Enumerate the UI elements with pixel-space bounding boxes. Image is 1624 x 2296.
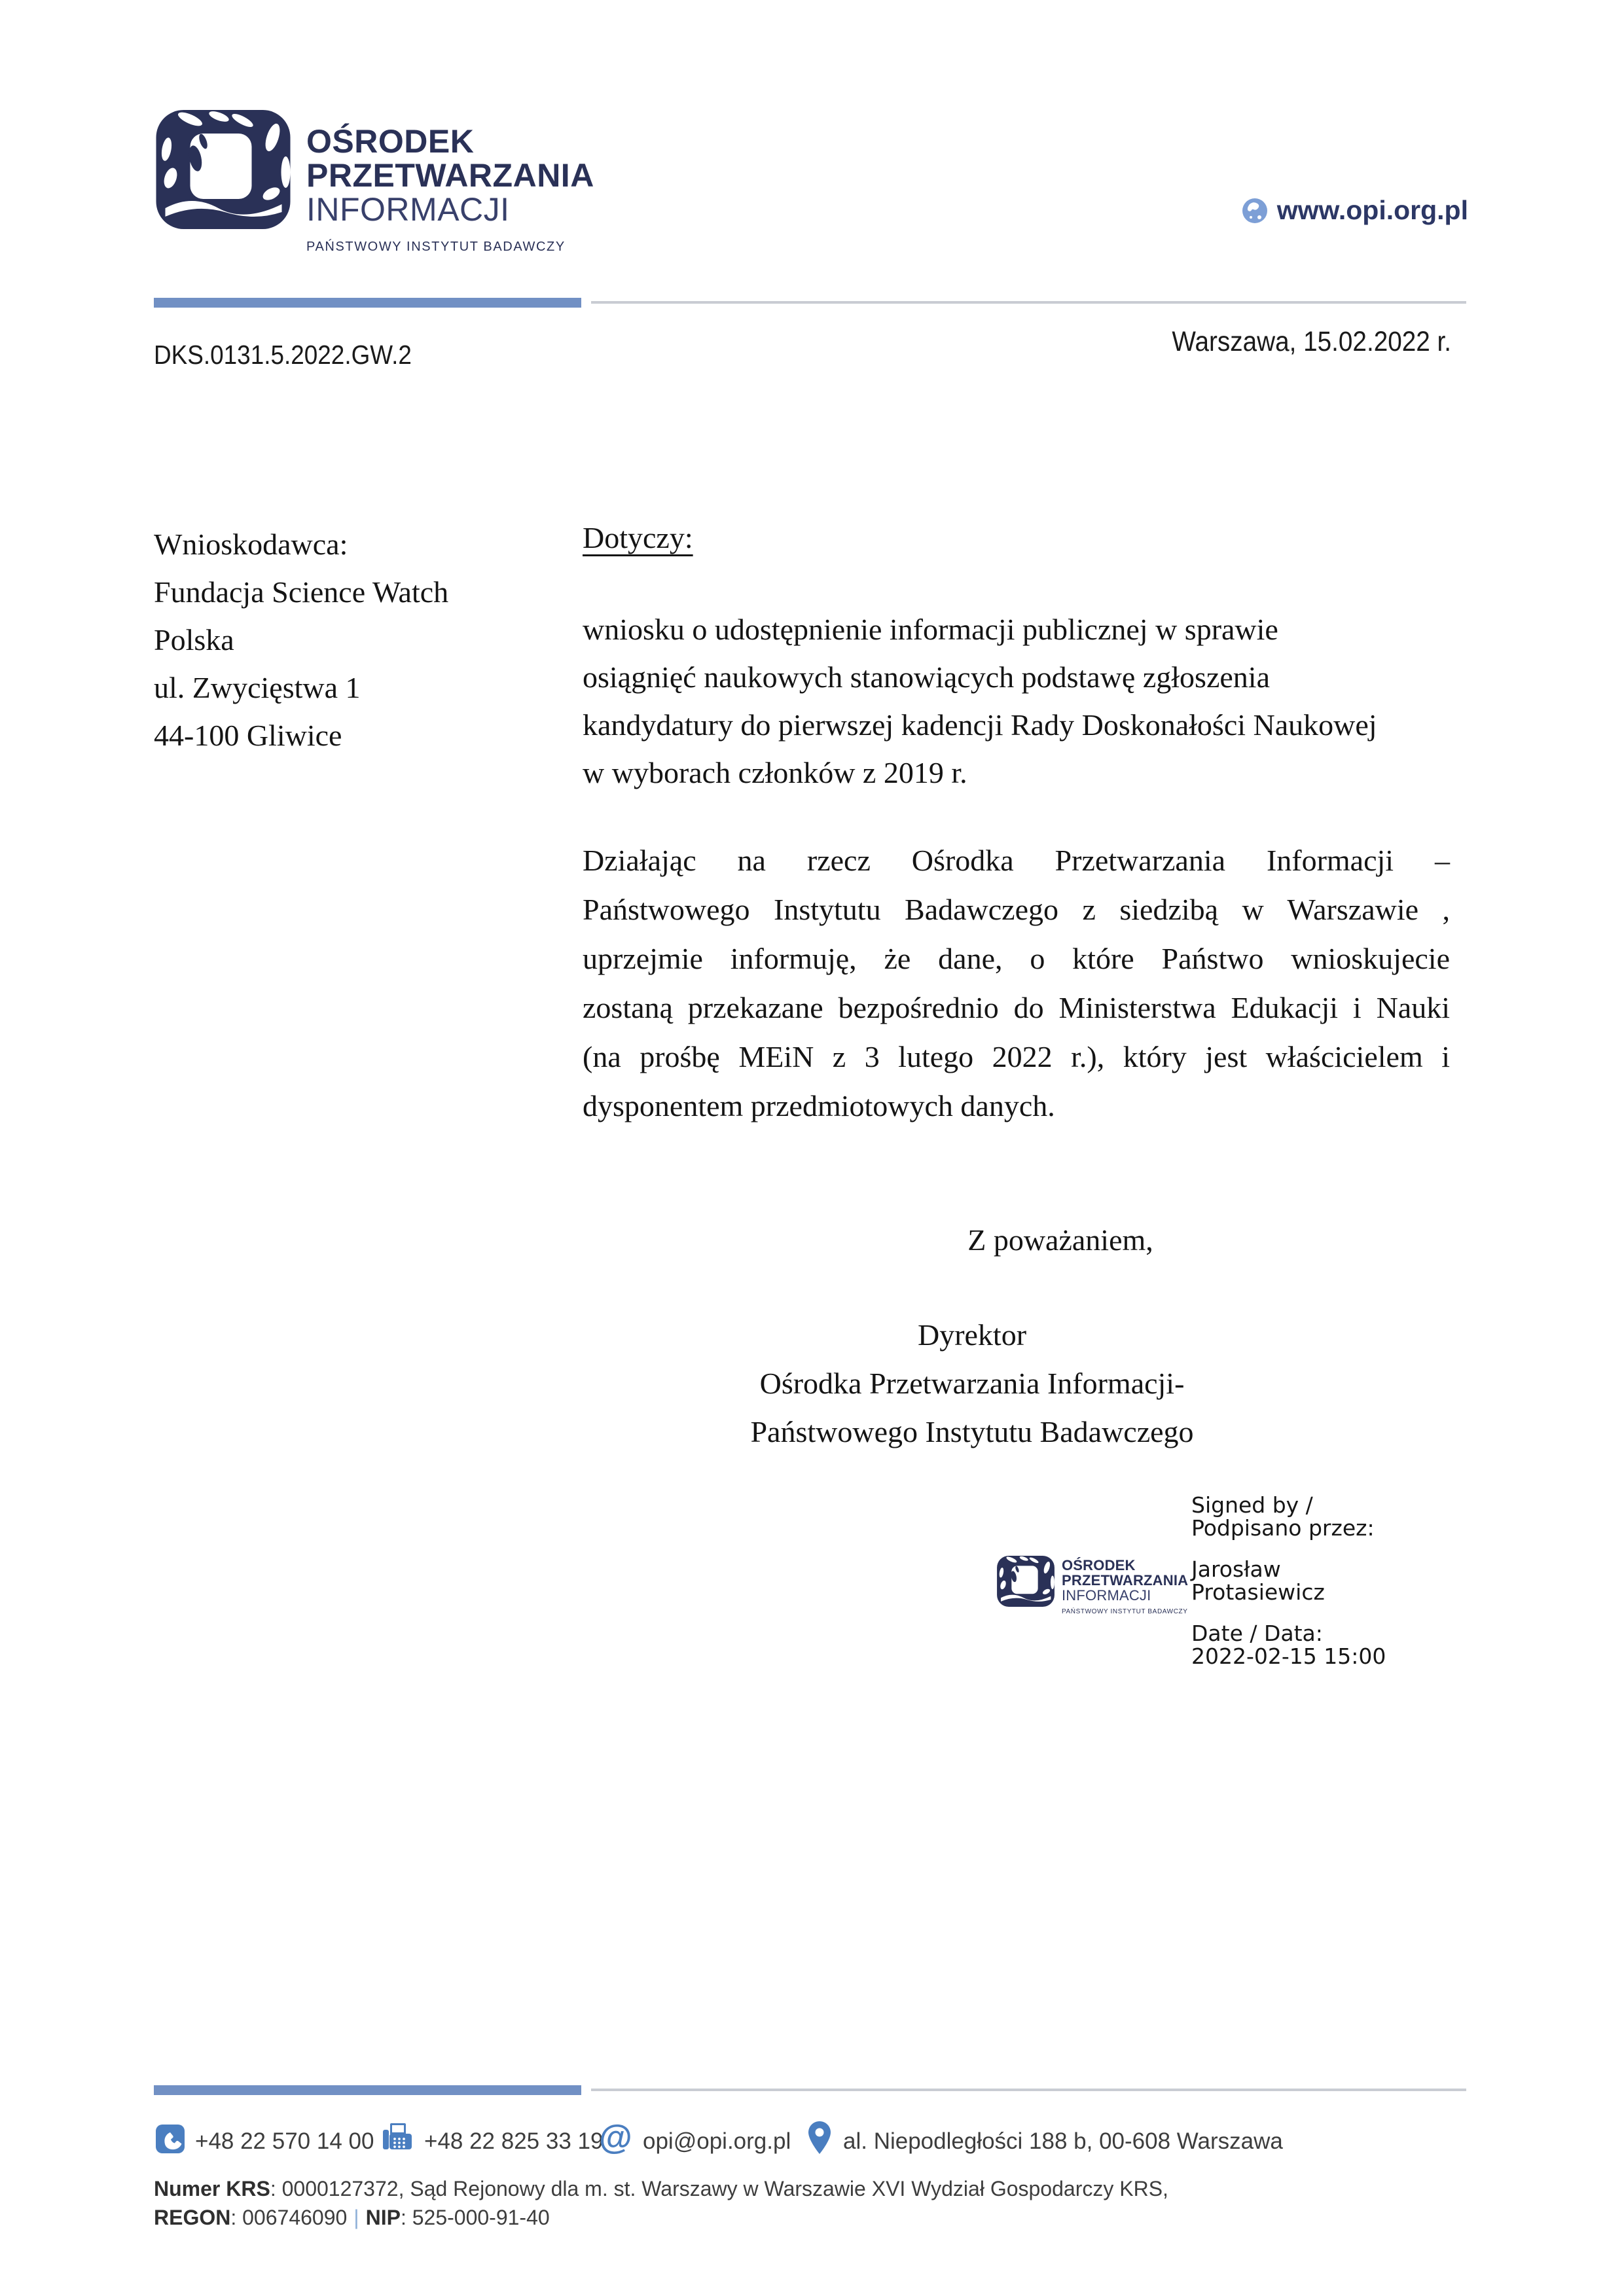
website-link	[1242, 195, 1468, 226]
applicant-line: 44-100 Gliwice	[154, 719, 342, 752]
separator: |	[353, 2206, 359, 2229]
applicant-label: Wnioskodawca:	[154, 528, 348, 561]
paragraph-line: kandydatury do pierwszej kadencji Rady Doskonałości Naukowej	[583, 708, 1377, 742]
signature-date-value: 2022-02-15 15:00	[1191, 1643, 1386, 1669]
digital-signature-block	[1191, 1494, 1386, 1668]
paragraph-line: dysponentem przedmiotowych danych.	[583, 1089, 1055, 1122]
closing-org-line: Ośrodka Przetwarzania Informacji-	[759, 1367, 1185, 1400]
paragraph-line: zostaną przekazane bezpośrednio do Ministerstwa Edukacji i Nauki	[583, 991, 1450, 1024]
postal-address: al. Niepodległości 188 b, 00-608 Warszawa	[843, 2128, 1283, 2154]
map-pin-icon	[806, 2121, 833, 2155]
paragraph-line: wniosku o udostępnienie informacji publicznej w sprawie	[583, 613, 1278, 646]
regon-value: : 006746090	[230, 2206, 348, 2229]
subject-paragraph-1	[583, 605, 1450, 797]
phone-icon	[156, 2125, 185, 2153]
signer-name: Jarosław	[1191, 1556, 1281, 1582]
signature-date-label: Date / Data:	[1191, 1621, 1323, 1646]
logo-line-1: OŚRODEK	[1062, 1557, 1136, 1573]
header-rule-gray	[591, 301, 1466, 304]
at-icon: @	[599, 2119, 632, 2157]
closing-block	[583, 1311, 1362, 1456]
salutation: Z poważaniem,	[967, 1223, 1153, 1257]
logo-line-2: PRZETWARZANIA	[1062, 1572, 1189, 1588]
globe-icon	[1242, 198, 1268, 224]
nip-value: : 525-000-91-40	[400, 2206, 550, 2229]
logo-line-3: INFORMACJI	[306, 191, 510, 228]
applicant-line: Polska	[154, 623, 234, 656]
krs-label: Numer KRS	[154, 2177, 270, 2200]
krs-line	[154, 2174, 1168, 2203]
header-rule-blue	[154, 298, 581, 308]
logo-line-1: OŚRODEK	[306, 123, 475, 160]
footer-rule-gray	[591, 2089, 1466, 2091]
opi-logo-mark	[997, 1556, 1055, 1607]
opi-logo-text	[306, 124, 594, 264]
applicant-line: Fundacja Science Watch	[154, 575, 449, 609]
paragraph-line: osiągnięć naukowych stanowiących podstawę zgłoszenia	[583, 660, 1270, 694]
closing-title: Dyrektor	[917, 1318, 1027, 1352]
opi-logo-text-small	[1062, 1558, 1188, 1619]
place-and-date: Warszawa, 15.02.2022 r.	[1172, 326, 1451, 357]
signer-name: Protasiewicz	[1191, 1579, 1325, 1605]
fax-number: +48 22 825 33 19	[424, 2128, 604, 2154]
krs-value: : 0000127372, Sąd Rejonowy dla m. st. Warszawy w Warszawie XVI Wydział Gospodarczy KRS,	[270, 2177, 1168, 2200]
footer-rule-blue	[154, 2085, 581, 2095]
logo-line-2: PRZETWARZANIA	[306, 157, 594, 194]
reference-number: DKS.0131.5.2022.GW.2	[154, 340, 412, 370]
registry-info	[154, 2174, 1168, 2232]
applicant-line: ul. Zwycięstwa 1	[154, 671, 361, 704]
website-url: www.opi.org.pl	[1276, 195, 1468, 225]
email-address: opi@opi.org.pl	[643, 2128, 791, 2154]
signed-by-label: Signed by /	[1191, 1492, 1313, 1518]
logo-line-3: INFORMACJI	[1062, 1587, 1151, 1604]
regon-nip-line	[154, 2203, 1168, 2232]
phone-number: +48 22 570 14 00	[195, 2128, 374, 2154]
paragraph-line: w wyborach członków z 2019 r.	[583, 756, 967, 789]
signed-by-label: Podpisano przez:	[1191, 1515, 1375, 1541]
paragraph-line: (na prośbę MEiN z 3 lutego 2022 r.), który jest właścicielem i	[583, 1040, 1450, 1073]
applicant-block	[154, 520, 448, 759]
fax-icon	[382, 2122, 413, 2155]
paragraph-line: Państwowego Instytutu Badawczego z siedzibą w Warszawie ,	[583, 893, 1450, 926]
regon-label: REGON	[154, 2206, 231, 2229]
subject-label: Dotyczy:	[583, 521, 693, 554]
opi-logo-mark	[156, 110, 291, 229]
closing-org-line: Państwowego Instytutu Badawczego	[750, 1415, 1194, 1448]
logo-subtitle: PAŃSTWOWY INSTYTUT BADAWCZY	[306, 240, 566, 254]
paragraph-line: Działając na rzecz Ośrodka Przetwarzania Informacji –	[583, 844, 1450, 877]
body-paragraph-2	[583, 843, 1450, 1138]
logo-subtitle: PAŃSTWOWY INSTYTUT BADAWCZY	[1062, 1608, 1188, 1615]
nip-label: NIP	[365, 2206, 401, 2229]
paragraph-line: uprzejmie informuję, że dane, o które Państwo wnioskujecie	[583, 942, 1450, 975]
